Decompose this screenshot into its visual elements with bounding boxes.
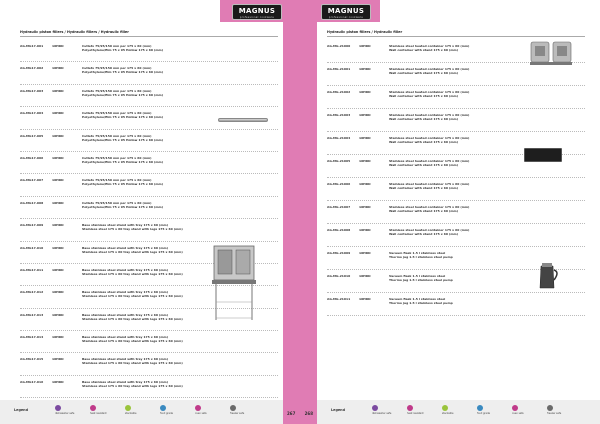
product-code: AG-MG-21006 [327, 182, 351, 186]
table-row [20, 219, 278, 241]
legend-item-text: heat resistant [407, 412, 424, 415]
description-line: Thermo jug 1.5 l stainless steel pump [389, 255, 453, 259]
product-code: AG-MG17-011 [20, 267, 44, 272]
legend-item [125, 405, 149, 415]
legend-item [407, 405, 431, 415]
product-image-black-container [524, 148, 562, 162]
product-ref: 10HDD [52, 111, 64, 116]
legend-label: Legend [331, 408, 346, 412]
legend-item-text: dishwasher safe [372, 412, 392, 415]
product-ref: 10HDD [359, 44, 371, 48]
description-line: Wall container with stand 175 x 60 (mm) [389, 209, 458, 213]
divider [20, 36, 278, 37]
description-line: Polyethylene/film 75 x 95 Hollow 175 x 60 (mm) [82, 182, 163, 187]
description-line: Cutlets 75/95/150 mm per 175 x 60 (mm) [82, 155, 152, 160]
legend-dot-icon [125, 405, 131, 411]
description-line: Polyethylene/film 75 x 95 Hollow 175 x 60 (mm) [82, 204, 163, 209]
table-row [20, 197, 278, 219]
section-title: Hydraulic piston fillers / Hydraulic fillers / Hydraulic filler [20, 30, 129, 34]
description-line: Vacuum flask 1.5 l stainless steel [389, 297, 446, 301]
product-ref: 10HDD [52, 155, 64, 160]
product-ref: 10HDD [52, 379, 64, 384]
description-line: Base stainless steel stand with tray 175 x 60 (mm) [82, 245, 168, 250]
description-line: Stainless steel heated container 175 x 60 (mm) [389, 113, 470, 117]
product-ref: 10HDD [52, 44, 64, 48]
product-description [82, 357, 217, 365]
legend-dot-icon [55, 405, 61, 411]
product-description [82, 201, 217, 209]
description-line: Vacuum flask 1.5 l stainless steel [389, 251, 446, 255]
description-line: Base stainless steel stand with tray 175 x 60 (mm) [82, 290, 168, 295]
product-description [82, 44, 217, 52]
legend-item [547, 405, 571, 415]
product-description [389, 136, 524, 144]
description-line: Base stainless steel stand with tray 175 x 60 (mm) [82, 267, 168, 272]
page-number-left: 267 [287, 411, 296, 416]
product-ref: 10HDD [52, 312, 64, 317]
product-code: AG-MG17-002 [20, 66, 44, 71]
description-line: Stainless steel 175 x 60 tray stand with legs 175 x 60 (mm) [82, 271, 183, 276]
description-line: Wall container with stand 175 x 60 (mm) [389, 94, 458, 98]
table-row [20, 62, 278, 84]
table-row [20, 152, 278, 174]
legend-dot-icon [90, 405, 96, 411]
product-ref: 10HDD [52, 335, 64, 340]
legend-item-text: food grade [477, 412, 490, 415]
product-code: AG-MG-21010 [327, 274, 351, 278]
product-ref: 10HDD [359, 159, 371, 163]
description-line: Wall container with stand 175 x 60 (mm) [389, 186, 458, 190]
description-line: Stainless steel heated container 175 x 60 (mm) [389, 228, 470, 232]
legend-dot-icon [372, 405, 378, 411]
legend-item [230, 405, 254, 415]
product-code: AG-MG-21005 [327, 159, 351, 163]
product-description [389, 90, 524, 98]
table-row [327, 178, 585, 201]
description-line: Cutlets 75/95/150 mm per 175 x 60 (mm) [82, 88, 152, 93]
product-image-thermo-jug [535, 262, 561, 290]
description-line: Cutlets 75/95/150 mm per 175 x 60 (mm) [82, 133, 152, 138]
product-image-bar [218, 118, 268, 122]
product-code: AG-MG17-010 [20, 245, 44, 250]
description-line: Cutlets 75/95/150 mm per 175 x 60 (mm) [82, 200, 152, 205]
description-line: Stainless steel 175 x 60 tray stand with legs 175 x 60 (mm) [82, 227, 183, 232]
product-description [389, 297, 524, 305]
product-description [389, 182, 524, 190]
table-row [20, 376, 278, 398]
legend-bar [0, 400, 283, 424]
product-description [389, 44, 524, 52]
product-code: AG-MG17-009 [20, 223, 44, 228]
legend-item-text: stackable [125, 412, 137, 415]
description-line: Wall container with stand 175 x 60 (mm) [389, 71, 458, 75]
legend-item-text: dishwasher safe [55, 412, 75, 415]
product-description [389, 228, 524, 236]
table-row [20, 331, 278, 353]
product-code: AG-MG17-001 [20, 44, 44, 48]
legend-item-text: oven safe [512, 412, 524, 415]
description-line: Stainless steel 175 x 60 tray stand with legs 175 x 60 (mm) [82, 339, 183, 344]
product-description [82, 380, 217, 388]
product-ref: 10HDD [359, 136, 371, 140]
legend-dot-icon [477, 405, 483, 411]
description-line: Stainless steel heated container 175 x 60 (mm) [389, 90, 470, 94]
description-line: Polyethylene/film 75 x 95 Hollow 175 x 60 (mm) [82, 70, 163, 75]
legend-bar [317, 400, 600, 424]
section-title: Hydraulic piston fillers / Hydraulic filler [327, 30, 403, 34]
description-line: Cutlets 75/95/150 mm per 175 x 60 (mm) [82, 111, 152, 116]
product-ref: 10HDD [52, 245, 64, 250]
product-description [82, 313, 217, 321]
product-code: AG-MG17-008 [20, 200, 44, 205]
page-number-right: 268 [304, 411, 313, 416]
table-row [20, 85, 278, 107]
product-ref: 10HDD [52, 223, 64, 228]
page-gutter [283, 0, 317, 424]
legend-item [512, 405, 536, 415]
product-description [389, 159, 524, 167]
product-code: AG-MG-21000 [327, 44, 351, 48]
divider [327, 36, 585, 37]
product-description [82, 134, 217, 142]
product-ref: 10HDD [52, 133, 64, 138]
product-description [82, 156, 217, 164]
table-row [20, 353, 278, 375]
product-description [389, 113, 524, 121]
product-code: AG-MG17-013 [20, 312, 44, 317]
description-line: Thermo jug 1.5 l stainless steel pump [389, 278, 453, 282]
legend-item-text: stackable [442, 412, 454, 415]
description-line: Stainless steel 175 x 60 tray stand with legs 175 x 60 (mm) [82, 294, 183, 299]
product-ref: 10HDD [52, 200, 64, 205]
table-row [20, 130, 278, 152]
table-row [327, 86, 585, 109]
product-description [389, 67, 524, 75]
product-code: AG-MG-21003 [327, 113, 351, 117]
product-code: AG-MG17-014 [20, 335, 44, 340]
table-row [327, 63, 585, 86]
right-page [317, 0, 600, 424]
legend-dot-icon [195, 405, 201, 411]
legend-dot-icon [512, 405, 518, 411]
product-description [389, 205, 524, 213]
product-ref: 10HDD [359, 297, 371, 301]
description-line: Cutlets 75/95/150 mm per 175 x 60 (mm) [82, 44, 152, 48]
product-description [82, 178, 217, 186]
product-code: AG-MG17-006 [20, 155, 44, 160]
product-code: AG-MG17-012 [20, 290, 44, 295]
product-description [389, 251, 524, 259]
product-code: AG-MG17-005 [20, 133, 44, 138]
description-line: Stainless steel heated container 175 x 60 (mm) [389, 182, 470, 186]
description-line: Stainless steel 175 x 60 tray stand with legs 175 x 60 (mm) [82, 383, 183, 388]
brand-logo: MAGNUS professional cookware [232, 4, 282, 20]
product-code: AG-MG17-016 [20, 379, 44, 384]
product-description [82, 223, 217, 231]
product-ref: 10HDD [359, 228, 371, 232]
description-line: Base stainless steel stand with tray 175 x 60 (mm) [82, 379, 168, 384]
product-ref: 10HDD [359, 274, 371, 278]
description-line: Base stainless steel stand with tray 175 x 60 (mm) [82, 357, 168, 362]
product-code: AG-MG17-015 [20, 357, 44, 362]
description-line: Wall container with stand 175 x 60 (mm) [389, 232, 458, 236]
table-row [327, 109, 585, 132]
description-line: Base stainless steel stand with tray 175 x 60 (mm) [82, 223, 168, 228]
description-line: Polyethylene/film 75 x 95 Hollow 175 x 60 (mm) [82, 92, 163, 97]
product-ref: 10HDD [52, 88, 64, 93]
product-ref: 10HDD [359, 113, 371, 117]
product-image-double-container [529, 40, 573, 66]
product-description [82, 335, 217, 343]
product-description [82, 111, 217, 119]
product-description [82, 89, 217, 97]
description-line: Cutlets 75/95/150 mm per 175 x 60 (mm) [82, 178, 152, 183]
legend-item-text: freezer safe [547, 412, 562, 415]
product-code: AG-MG-21008 [327, 228, 351, 232]
description-line: Wall container with stand 175 x 60 (mm) [389, 140, 458, 144]
product-ref: 10HDD [359, 67, 371, 71]
legend-item [195, 405, 219, 415]
description-line: Stainless steel heated container 175 x 60 (mm) [389, 136, 470, 140]
product-code: AG-MG-21001 [327, 67, 351, 71]
description-line: Stainless steel 175 x 60 tray stand with legs 175 x 60 (mm) [82, 249, 183, 254]
product-image-heated-cabinet [210, 240, 258, 322]
product-code: AG-MG-21009 [327, 251, 351, 255]
description-line: Polyethylene/film 75 x 95 Hollow 175 x 60 (mm) [82, 137, 163, 142]
description-line: Stainless steel heated container 175 x 60 (mm) [389, 159, 470, 163]
legend-dot-icon [442, 405, 448, 411]
description-line: Wall container with stand 175 x 60 (mm) [389, 117, 458, 121]
product-table [20, 40, 278, 398]
legend-label: Legend [14, 408, 29, 412]
table-row [20, 174, 278, 196]
table-row [20, 40, 278, 62]
legend-dot-icon [160, 405, 166, 411]
product-ref: 10HDD [359, 90, 371, 94]
product-ref: 10HDD [359, 205, 371, 209]
product-description [82, 66, 217, 74]
product-ref: 10HDD [52, 357, 64, 362]
description-line: Stainless steel 175 x 60 tray stand with legs 175 x 60 (mm) [82, 361, 183, 366]
product-code: AG-MG17-004 [20, 111, 44, 116]
product-ref: 10HDD [52, 267, 64, 272]
product-code: AG-MG-21011 [327, 297, 351, 301]
legend-item [55, 405, 79, 415]
product-ref: 10HDD [52, 290, 64, 295]
description-line: Polyethylene/film 75 x 95 Hollow 175 x 60 (mm) [82, 48, 163, 52]
product-ref: 10HDD [359, 251, 371, 255]
product-code: AG-MG17-007 [20, 178, 44, 183]
description-line: Wall container with stand 175 x 60 (mm) [389, 48, 458, 52]
left-page [0, 0, 283, 424]
brand-logo: MAGNUS professional cookware [321, 4, 371, 20]
product-description [82, 246, 217, 254]
legend-item [90, 405, 114, 415]
legend-dot-icon [407, 405, 413, 411]
legend-item-text: oven safe [195, 412, 207, 415]
description-line: Base stainless steel stand with tray 175 x 60 (mm) [82, 335, 168, 340]
product-description [389, 274, 524, 282]
legend-item [442, 405, 466, 415]
description-line: Polyethylene/film 75 x 95 Hollow 175 x 60 (mm) [82, 159, 163, 164]
description-line: Base stainless steel stand with tray 175 x 60 (mm) [82, 312, 168, 317]
table-row [327, 293, 585, 316]
legend-item [372, 405, 396, 415]
table-row [327, 224, 585, 247]
product-code: AG-MG17-003 [20, 88, 44, 93]
legend-item-text: heat resistant [90, 412, 107, 415]
description-line: Stainless steel heated container 175 x 60 (mm) [389, 44, 470, 48]
description-line: Stainless steel 175 x 60 tray stand with legs 175 x 60 (mm) [82, 316, 183, 321]
product-description [82, 290, 217, 298]
legend-dot-icon [230, 405, 236, 411]
product-code: AG-MG-21002 [327, 90, 351, 94]
legend-item-text: food grade [160, 412, 173, 415]
product-ref: 10HDD [52, 178, 64, 183]
legend-item-text: freezer safe [230, 412, 245, 415]
table-row [327, 201, 585, 224]
description-line: Stainless steel heated container 175 x 60 (mm) [389, 205, 470, 209]
description-line: Thermo jug 1.5 l stainless steel pump [389, 301, 453, 305]
legend-dot-icon [547, 405, 553, 411]
legend-item [160, 405, 184, 415]
description-line: Wall container with stand 175 x 60 (mm) [389, 163, 458, 167]
product-ref: 10HDD [52, 66, 64, 71]
description-line: Vacuum flask 1.5 l stainless steel [389, 274, 446, 278]
legend-item [477, 405, 501, 415]
description-line: Polyethylene/film 75 x 95 Hollow 175 x 60 (mm) [82, 115, 163, 120]
description-line: Cutlets 75/95/150 mm per 175 x 60 (mm) [82, 66, 152, 71]
product-code: AG-MG-21007 [327, 205, 351, 209]
description-line: Stainless steel heated container 175 x 60 (mm) [389, 67, 470, 71]
product-code: AG-MG-21004 [327, 136, 351, 140]
product-description [82, 268, 217, 276]
product-ref: 10HDD [359, 182, 371, 186]
